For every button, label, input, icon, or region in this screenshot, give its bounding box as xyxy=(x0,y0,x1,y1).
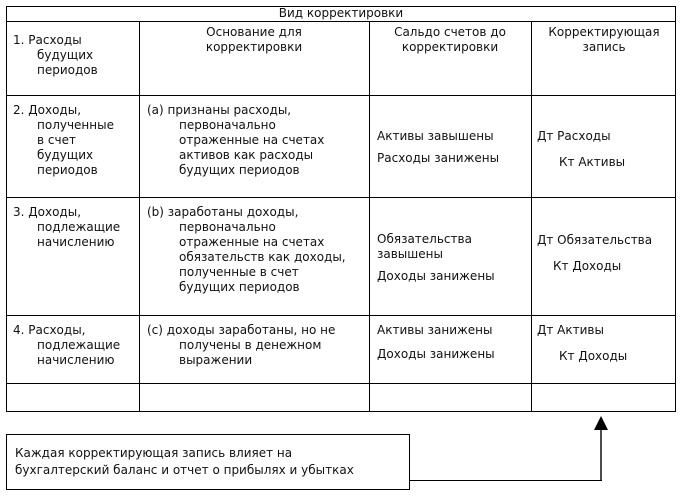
title-divider xyxy=(7,21,675,22)
row4-type-line1: 4. Расходы, xyxy=(13,323,86,337)
row3-type-line1: 3. Доходы, xyxy=(13,205,82,219)
row4-basis-line3: выражении xyxy=(179,353,253,367)
row4-basis-line1: (c) доходы заработаны, но не xyxy=(147,323,336,337)
row2-type-line1: 2. Доходы, xyxy=(13,103,82,117)
row3-basis-line5: полученные в счет xyxy=(179,265,299,279)
row3-basis-line3: отраженные на счетах xyxy=(179,235,325,249)
row3-type-line2: подлежащие xyxy=(37,220,121,234)
row-divider-3 xyxy=(7,315,675,316)
header-balance-line2: корректировки xyxy=(401,40,499,54)
header-basis-line1: Основание для xyxy=(206,25,302,39)
row3-balance-line1: Обязательства xyxy=(377,232,472,246)
col-divider-3 xyxy=(531,21,532,411)
note-box xyxy=(6,434,410,490)
row3-basis-line4: обязательств как доходы, xyxy=(179,250,346,264)
row2-balance-line1: Активы завышены xyxy=(377,129,494,143)
header-entry-line2: запись xyxy=(582,40,626,54)
note-line1: Каждая корректирующая запись влияет на xyxy=(15,446,293,460)
row4-entry-debit: Дт Активы xyxy=(537,323,604,337)
row2-basis-line3: отраженные на счетах xyxy=(179,133,325,147)
row-divider-2 xyxy=(7,197,675,198)
row2-entry-credit: Кт Активы xyxy=(559,155,626,169)
row2-basis-line5: будущих периодов xyxy=(179,163,300,177)
row3-balance-line2: завышены xyxy=(377,247,443,261)
row-divider-4 xyxy=(7,383,675,384)
row3-entry-credit: Кт Доходы xyxy=(553,259,622,273)
arrow-connector-line xyxy=(410,480,602,481)
row3-type-line3: начислению xyxy=(37,235,115,249)
header-balance-line1: Сальдо счетов до xyxy=(394,25,506,39)
row2-balance-line2: Расходы занижены xyxy=(377,151,500,165)
row2-entry-debit: Дт Расходы xyxy=(537,129,611,143)
row1-type-line1: 1. Расходы xyxy=(13,33,82,47)
header-basis-line2: корректировки xyxy=(205,40,303,54)
row2-type-line2: полученные xyxy=(37,118,114,132)
row1-type-line3: периодов xyxy=(37,63,98,77)
row-divider-1 xyxy=(7,95,675,96)
row1-type-line2: будущих xyxy=(37,48,94,62)
row2-type-line4: будущих xyxy=(37,148,94,162)
row3-basis-line2: первоначально xyxy=(179,220,276,234)
row4-balance-line2: Доходы занижены xyxy=(377,347,495,361)
row4-type-line2: подлежащие xyxy=(37,338,121,352)
col-divider-2 xyxy=(369,21,370,411)
row2-type-line3: в счет xyxy=(37,133,76,147)
row4-entry-credit: Кт Доходы xyxy=(559,349,628,363)
row3-basis-line6: будущих периодов xyxy=(179,280,300,294)
row4-type-line3: начислению xyxy=(37,353,115,367)
row2-basis-line1: (a) признаны расходы, xyxy=(147,103,292,117)
header-entry-line1: Корректирующая xyxy=(548,25,660,39)
row2-type-line5: периодов xyxy=(37,163,98,177)
row3-balance-line3: Доходы занижены xyxy=(377,269,495,283)
table-title: Вид корректировки xyxy=(278,6,404,20)
note-line2: бухгалтерский баланс и отчет о прибылях и убытках xyxy=(15,463,354,477)
row2-basis-line2: первоначально xyxy=(179,118,276,132)
row3-entry-debit: Дт Обязательства xyxy=(537,233,653,247)
col-divider-1 xyxy=(139,21,140,411)
row4-balance-line1: Активы занижены xyxy=(377,323,493,337)
row3-basis-line1: (b) заработаны доходы, xyxy=(147,205,299,219)
row2-basis-line4: активов как расходы xyxy=(179,148,314,162)
adjustment-table xyxy=(6,6,676,412)
row4-basis-line2: получены в денежном xyxy=(179,338,322,352)
